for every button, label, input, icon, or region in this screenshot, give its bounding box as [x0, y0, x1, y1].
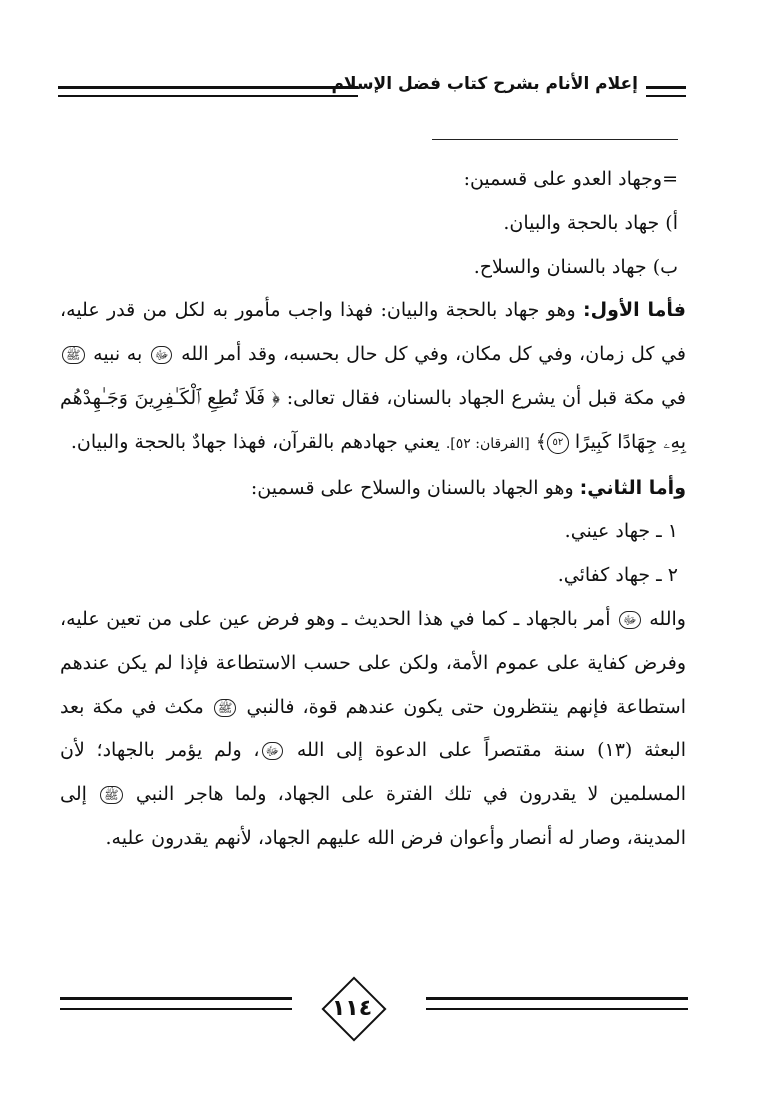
honorific-glyph: ﷺ — [62, 346, 85, 364]
third-text-e: إلى المدينة، وصار له أنصار وأعوان فرض الله عليهم الجهاد، لأنهم يقدرون عليه. — [60, 783, 686, 849]
running-title: إعلام الأنام بشرح كتاب فضل الإسلام — [331, 74, 638, 94]
paragraph-intro: =وجهاد العدو على قسمين: — [463, 168, 678, 190]
quran-verse-close: ﴾ — [535, 430, 547, 453]
first-text: وهو جهاد بالحجة والبيان: فهذا واجب مأمور به لكل من قدر عليه، في كل زمان، وفي كل مكان، وفي كل حال بحسبه، وقد أمر الله — [60, 299, 686, 366]
paragraph-first — [60, 289, 686, 466]
list-item-2: ٢ ـ جهاد كفائي. — [557, 564, 678, 587]
first-text-3: في مكة قبل أن يشرع الجهاد بالسنان، فقال تعالى: — [286, 386, 686, 409]
footnote-separator — [432, 139, 678, 140]
paragraph-second — [60, 467, 686, 511]
footer-rule-left — [60, 997, 292, 1010]
third-text-b: أمر بالجهاد ـ كما في هذا الحديث ـ وهو فرض عين على من تعين عليه، وفرض كفاية على عموم الأمة، ولكن على حسب الاستطاعة فإذا لم يكن عندهم استطاعة فإنهم ينتظرون حتى يكون عندهم قوة، فالنبي — [60, 607, 686, 718]
honorific-glyph: ﷻ — [151, 346, 173, 364]
page-footer — [60, 990, 688, 1060]
quran-verse: ﴿ فَلَا تُطِعِ ٱلْكَـٰفِرِينَ وَجَـٰهِدْهُم بِهِۦ جِهَادًا كَبِيرًا — [60, 386, 686, 453]
honorific-glyph: ﷻ — [619, 611, 641, 629]
first-heading: فأما الأول: — [583, 299, 686, 322]
third-text-d: ، ولم يؤمر بالجهاد؛ لأن المسلمين لا يقدرون في تلك الفترة على الجهاد، ولما هاجر النبي — [60, 739, 687, 806]
list-item-b: ب) جهاد بالسنان والسلاح. — [473, 255, 678, 278]
honorific-glyph: ﷻ — [262, 742, 284, 760]
footer-rule-right — [426, 997, 688, 1010]
second-heading: وأما الثاني: — [579, 476, 686, 499]
first-text-2: به نبيه — [93, 343, 143, 366]
page-body — [60, 158, 686, 861]
header-rule-left — [58, 86, 358, 97]
ayah-number-mark: ٥٢ — [547, 432, 569, 454]
verse-reference: [الفرقان: ٥٢]. — [445, 435, 530, 452]
third-text-c: مكث في مكة بعد البعثة (١٣) سنة مقتصراً على الدعوة إلى الله — [60, 695, 686, 762]
header-rule-right — [646, 86, 686, 97]
list-item-a: أ) جهاد بالحجة والبيان. — [503, 211, 678, 234]
first-text-4: يعني جهادهم بالقرآن، فهذا جهادٌ بالحجة والبيان. — [70, 430, 440, 453]
running-header — [58, 68, 686, 108]
list-item-1: ١ ـ جهاد عيني. — [564, 520, 678, 543]
second-text: وهو الجهاد بالسنان والسلاح على قسمين: — [250, 476, 574, 499]
paragraph-third — [60, 598, 686, 861]
page-number: ١١٤ — [331, 996, 373, 1021]
honorific-glyph: ﷺ — [214, 699, 237, 717]
honorific-glyph: ﷺ — [100, 786, 123, 804]
third-text-a: والله — [649, 607, 686, 630]
